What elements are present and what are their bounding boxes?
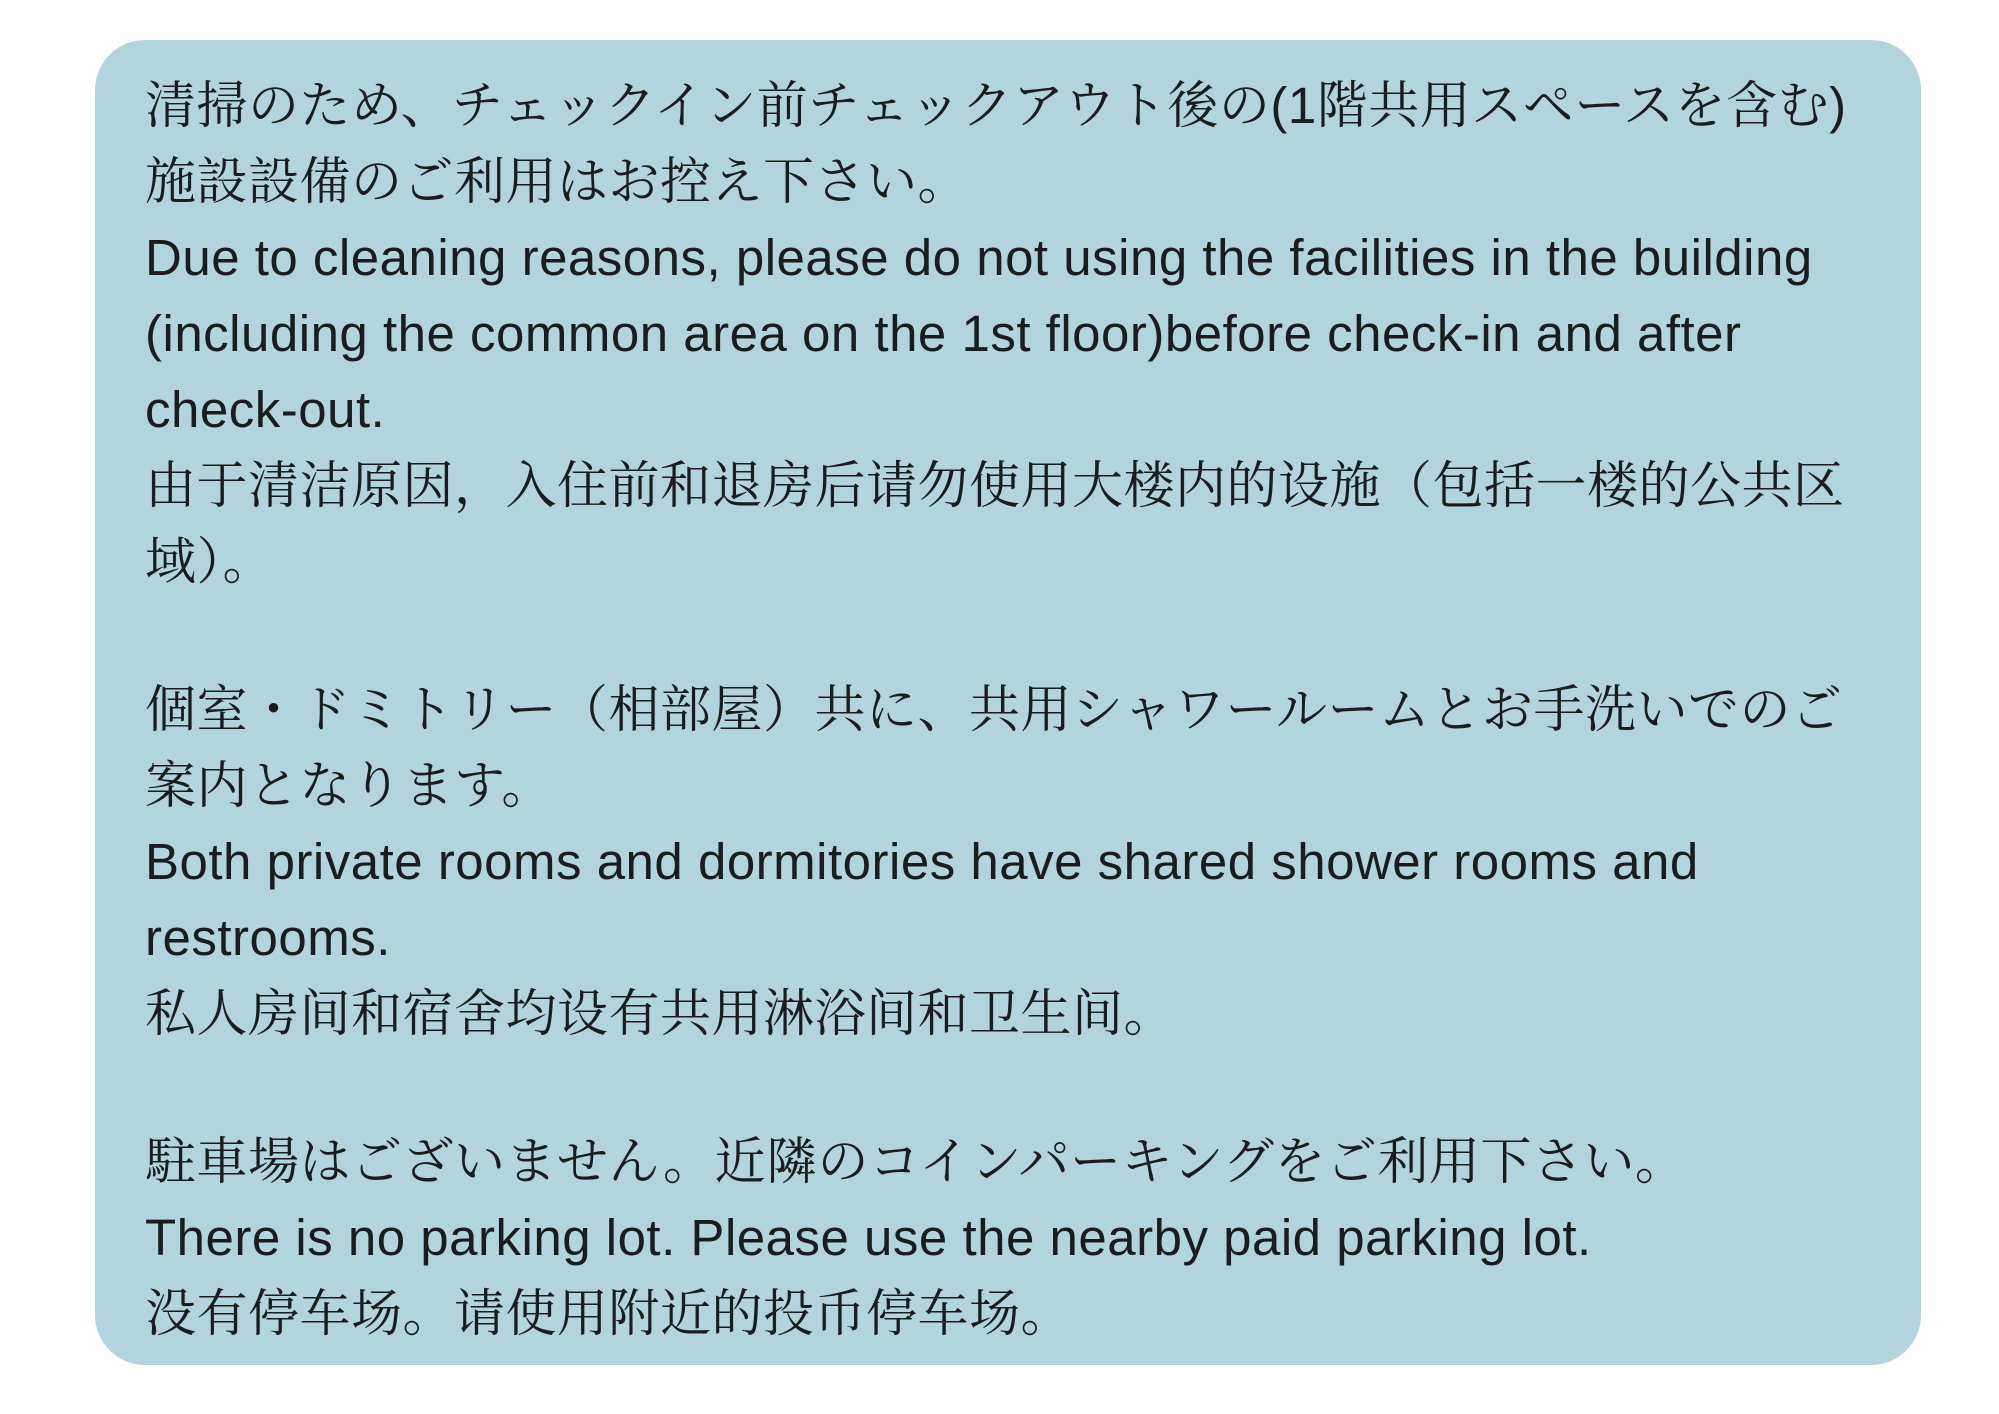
shared-facilities-japanese-text: 個室・ドミトリー（相部屋）共に、共用シャワールームとお手洗いでのご案内となります。 bbox=[145, 681, 1843, 814]
cleaning-rule-chinese-text: 由于清洁原因，入住前和退房后请勿使用大楼内的设施（包括一楼的公共区域）。 bbox=[145, 457, 1845, 590]
parking-english-text: There is no parking lot. Please use the nearby paid parking lot. bbox=[145, 1209, 1592, 1266]
paragraph-cleaning-rules bbox=[145, 68, 1871, 600]
paragraph-parking bbox=[145, 1124, 1871, 1352]
parking-japanese-text: 駐車場はございません。近隣のコインパーキングをご利用下さい。 bbox=[145, 1133, 1687, 1190]
notice-card bbox=[95, 40, 1921, 1365]
paragraph-shared-facilities bbox=[145, 672, 1871, 1052]
shared-facilities-english-text: Both private rooms and dormitories have shared shower rooms and restrooms. bbox=[145, 833, 1699, 966]
shared-facilities-chinese-text: 私人房间和宿舍均设有共用淋浴间和卫生间。 bbox=[145, 985, 1176, 1042]
cleaning-rule-english-text: Due to cleaning reasons, please do not using the facilities in the building (including the common area on the 1st floor)before check-in and after check-out. bbox=[145, 229, 1813, 438]
parking-chinese-text: 没有停车场。请使用附近的投币停车场。 bbox=[145, 1285, 1073, 1342]
cleaning-rule-japanese-text: 清掃のため、チェックイン前チェックアウト後の(1階共用スペースを含む)施設設備のご利用はお控え下さい。 bbox=[145, 77, 1847, 210]
